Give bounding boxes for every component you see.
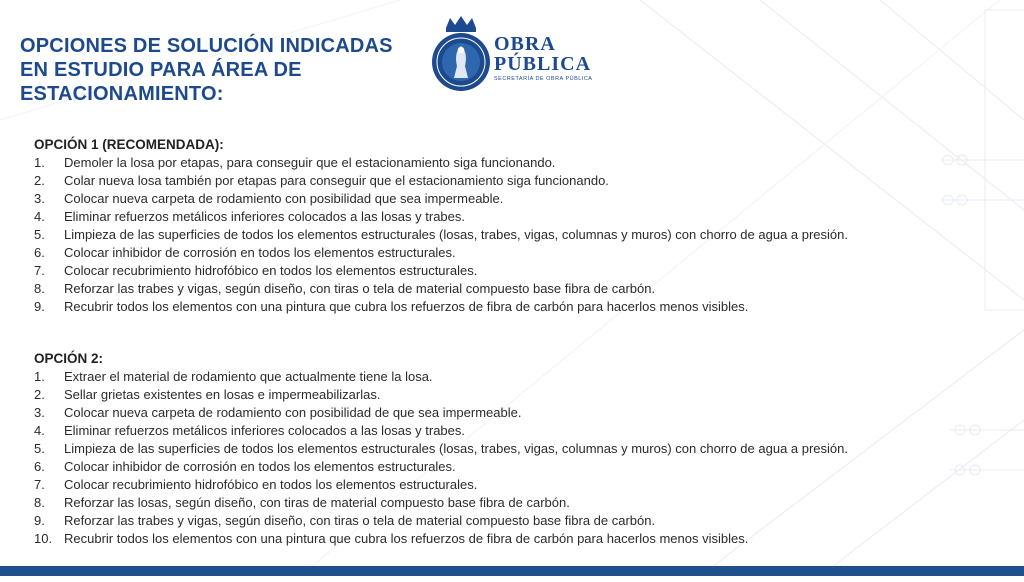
logo-word-obra: OBRA <box>494 33 556 55</box>
list-item <box>34 298 994 316</box>
list-item-text: Eliminar refuerzos metálicos inferiores colocados a las losas y trabes. <box>64 423 466 438</box>
list-item-text: Limpieza de las superficies de todos los elementos estructurales (losas, trabes, vigas, columnas y muros) con chorro de agua a presión. <box>64 227 848 242</box>
list-item-number: 8. <box>34 495 45 510</box>
seal-icon <box>428 14 494 94</box>
list-item-number: 9. <box>34 299 45 314</box>
list-item <box>34 476 994 494</box>
option-heading: OPCIÓN 2: <box>34 351 104 366</box>
option-2-section <box>34 350 994 548</box>
list-item <box>34 458 994 476</box>
list-item-number: 9. <box>34 513 45 528</box>
list-item-text: Colocar nueva carpeta de rodamiento con posibilidad de que sea impermeable. <box>64 405 522 420</box>
list-item-text: Recubrir todos los elementos con una pintura que cubra los refuerzos de fibra de carbón para hacerlos menos visibles. <box>64 299 749 314</box>
footer-bar <box>0 566 1024 576</box>
page-title-line: EN ESTUDIO PARA ÁREA DE <box>20 59 302 81</box>
list-item-number: 4. <box>34 423 45 438</box>
option-1-section <box>34 136 994 316</box>
list-item-number: 5. <box>34 441 45 456</box>
list-item-number: 7. <box>34 477 45 492</box>
list-item-number: 10. <box>34 531 53 546</box>
list-item-number: 5. <box>34 227 45 242</box>
list-item <box>34 154 994 172</box>
list-item-number: 6. <box>34 459 45 474</box>
list-item <box>34 172 994 190</box>
option-heading: OPCIÓN 1 (RECOMENDADA): <box>34 137 224 152</box>
list-item-number: 1. <box>34 155 45 170</box>
list-item-number: 7. <box>34 263 45 278</box>
list-item <box>34 190 994 208</box>
list-item-number: 2. <box>34 387 45 402</box>
list-item-number: 3. <box>34 405 45 420</box>
options-content <box>34 136 994 582</box>
list-item-text: Colocar nueva carpeta de rodamiento con posibilidad que sea impermeable. <box>64 191 504 206</box>
list-item <box>34 494 994 512</box>
list-item <box>34 404 994 422</box>
list-item-text: Colocar recubrimiento hidrofóbico en todos los elementos estructurales. <box>64 263 478 278</box>
list-item <box>34 422 994 440</box>
list-item-text: Reforzar las trabes y vigas, según diseño, con tiras o tela de material compuesto base fibra de carbón. <box>64 281 656 296</box>
list-item-number: 8. <box>34 281 45 296</box>
list-item <box>34 208 994 226</box>
logo-subtitle: SECRETARÍA DE OBRA PÚBLICA <box>494 76 593 82</box>
list-item <box>34 244 994 262</box>
list-item-number: 6. <box>34 245 45 260</box>
logo-word-publica: PÚBLICA <box>494 53 592 75</box>
list-item <box>34 226 994 244</box>
list-item-number: 3. <box>34 191 45 206</box>
list-item-text: Colocar inhibidor de corrosión en todos los elementos estructurales. <box>64 459 456 474</box>
list-item <box>34 262 994 280</box>
list-item <box>34 386 994 404</box>
list-item-text: Colocar inhibidor de corrosión en todos los elementos estructurales. <box>64 245 456 260</box>
list-item-text: Recubrir todos los elementos con una pintura que cubra los refuerzos de fibra de carbón para hacerlos menos visibles. <box>64 531 749 546</box>
list-item-text: Extraer el material de rodamiento que actualmente tiene la losa. <box>64 369 433 384</box>
page-title-line: OPCIONES DE SOLUCIÓN INDICADAS <box>20 35 393 57</box>
page-title-line: ESTACIONAMIENTO: <box>20 83 224 105</box>
page-title <box>20 34 440 106</box>
list-item-text: Colar nueva losa también por etapas para conseguir que el estacionamiento siga funcionando. <box>64 173 609 188</box>
list-item-number: 1. <box>34 369 45 384</box>
list-item <box>34 280 994 298</box>
list-item <box>34 530 994 548</box>
list-item-text: Eliminar refuerzos metálicos inferiores colocados a las losas y trabes. <box>64 209 466 224</box>
list-item-number: 2. <box>34 173 45 188</box>
list-item <box>34 512 994 530</box>
list-item-text: Sellar grietas existentes en losas e impermeabilizarlas. <box>64 387 381 402</box>
list-item <box>34 440 994 458</box>
obra-publica-logo <box>428 14 608 94</box>
list-item-text: Reforzar las trabes y vigas, según diseño, con tiras o tela de material compuesto base fibra de carbón. <box>64 513 656 528</box>
logo-wordmark <box>494 34 592 82</box>
list-item-text: Demoler la losa por etapas, para conseguir que el estacionamiento siga funcionando. <box>64 155 556 170</box>
list-item <box>34 368 994 386</box>
list-item-text: Colocar recubrimiento hidrofóbico en todos los elementos estructurales. <box>64 477 478 492</box>
list-item-text: Reforzar las losas, según diseño, con tiras de material compuesto base fibra de carbón. <box>64 495 570 510</box>
list-item-text: Limpieza de las superficies de todos los elementos estructurales (losas, trabes, vigas, columnas y muros) con chorro de agua a presión. <box>64 441 848 456</box>
list-item-number: 4. <box>34 209 45 224</box>
